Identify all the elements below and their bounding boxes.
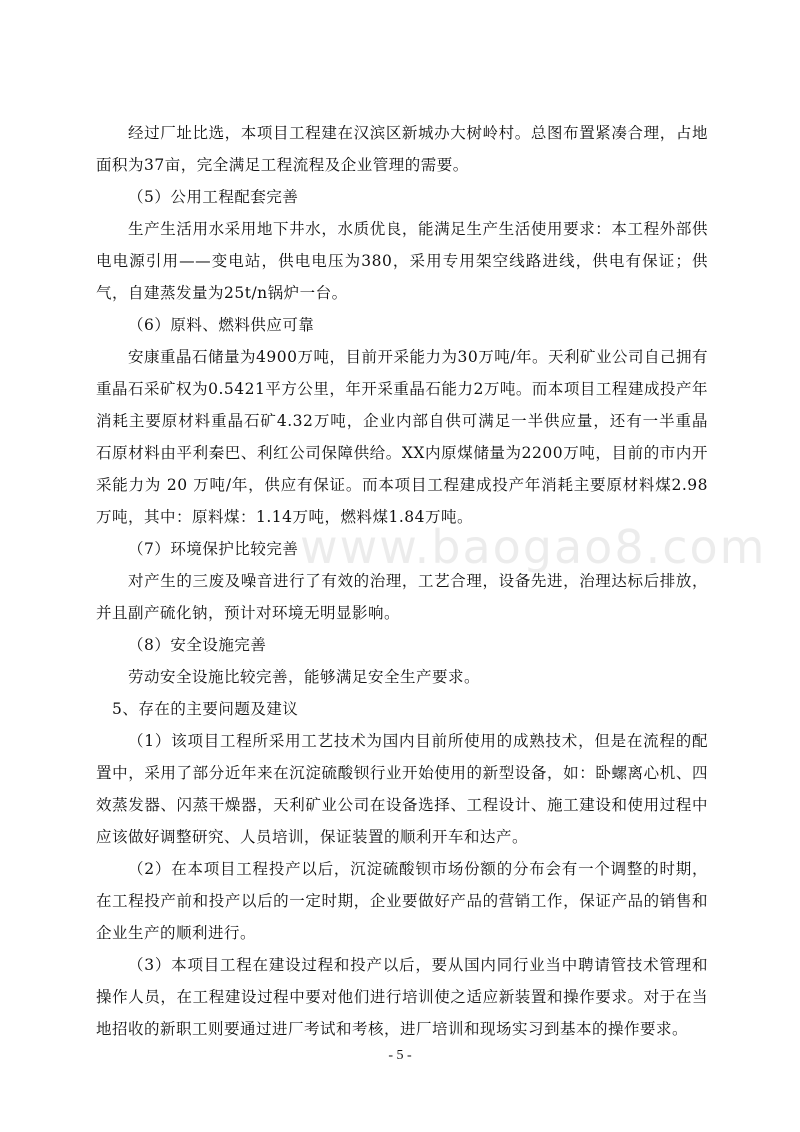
watermark: www.baogao8.com (300, 520, 767, 574)
paragraph-issue-3: （3）本项目工程在建设过程和投产以后，要从国内同行业当中聘请管技术管理和操作人员，在工程建设过程中要对他们进行培训使之适应新装置和操作要求。对于在当地招收的新职工则要通过进厂考试和考核，进厂培训和现场实习到基本的操作要求。 (96, 956, 708, 1038)
paragraph-issue-1: （1）该项目工程所采用工艺技术为国内目前所使用的成熟技术，但是在流程的配置中，采用了部分近年来在沉淀硫酸钡行业开始使用的新型设备，如：卧螺离心机、四效蒸发器、闪蒸干燥器，天利矿业公司在设备选择、工程设计、施工建设和使用过程中应该做好调整研究、人员培训，保证装置的顺利开车和达产。 (96, 732, 708, 846)
heading-environment: （7）环境保护比较完善 (128, 540, 299, 558)
paragraph-site-selection: 经过厂址比选，本项目工程建在汉滨区新城办大树岭村。总图布置紧凑合理，占地面积为37亩，完全满足工程流程及企业管理的需要。 (96, 124, 708, 174)
heading-raw-materials: （6）原料、燃料供应可靠 (128, 316, 315, 334)
paragraph-utilities: 生产生活用水采用地下井水，水质优良，能满足生产生活使用要求：本工程外部供电电源引用——变电站，供电电压为380，采用专用架空线路进线，供电有保证；供气，自建蒸发量为25t/n锅炉一台。 (96, 220, 708, 302)
section-heading-issues: 5、存在的主要问题及建议 (112, 700, 299, 718)
paragraph-raw-materials: 安康重晶石储量为4900万吨，目前开采能力为30万吨/年。天利矿业公司自己拥有重晶石采矿权为0.5421平方公里，年开采重晶石能力2万吨。而本项目工程建成投产年消耗主要原材料重晶石矿4.32万吨，企业内部自供可满足一半供应量，还有一半重晶石原材料由平利秦巴、利红公司保障供给。XX内原煤储量为2200万吨，目前的市内开采能力为 20 万吨/年，供应有保证。而本项目工程建成投产年消耗主要原材料煤2.98万吨，其中：原料煤：1.14万吨，燃料煤1.84万吨。 (96, 348, 708, 526)
heading-utilities: （5）公用工程配套完善 (128, 188, 299, 206)
paragraph-environment: 对产生的三废及噪音进行了有效的治理，工艺合理，设备先进，治理达标后排放，并且副产硫化钠，预计对环境无明显影响。 (96, 572, 708, 622)
paragraph-issue-2: （2）在本项目工程投产以后，沉淀硫酸钡市场份额的分布会有一个调整的时期，在工程投产前和投产以后的一定时期，企业要做好产品的营销工作，保证产品的销售和企业生产的顺利进行。 (96, 860, 708, 942)
page-number: - 5 - (388, 1048, 412, 1063)
heading-safety: （8）安全设施完善 (128, 636, 267, 654)
document-body (96, 117, 708, 1045)
paragraph-safety: 劳动安全设施比较完善，能够满足安全生产要求。 (128, 668, 481, 686)
